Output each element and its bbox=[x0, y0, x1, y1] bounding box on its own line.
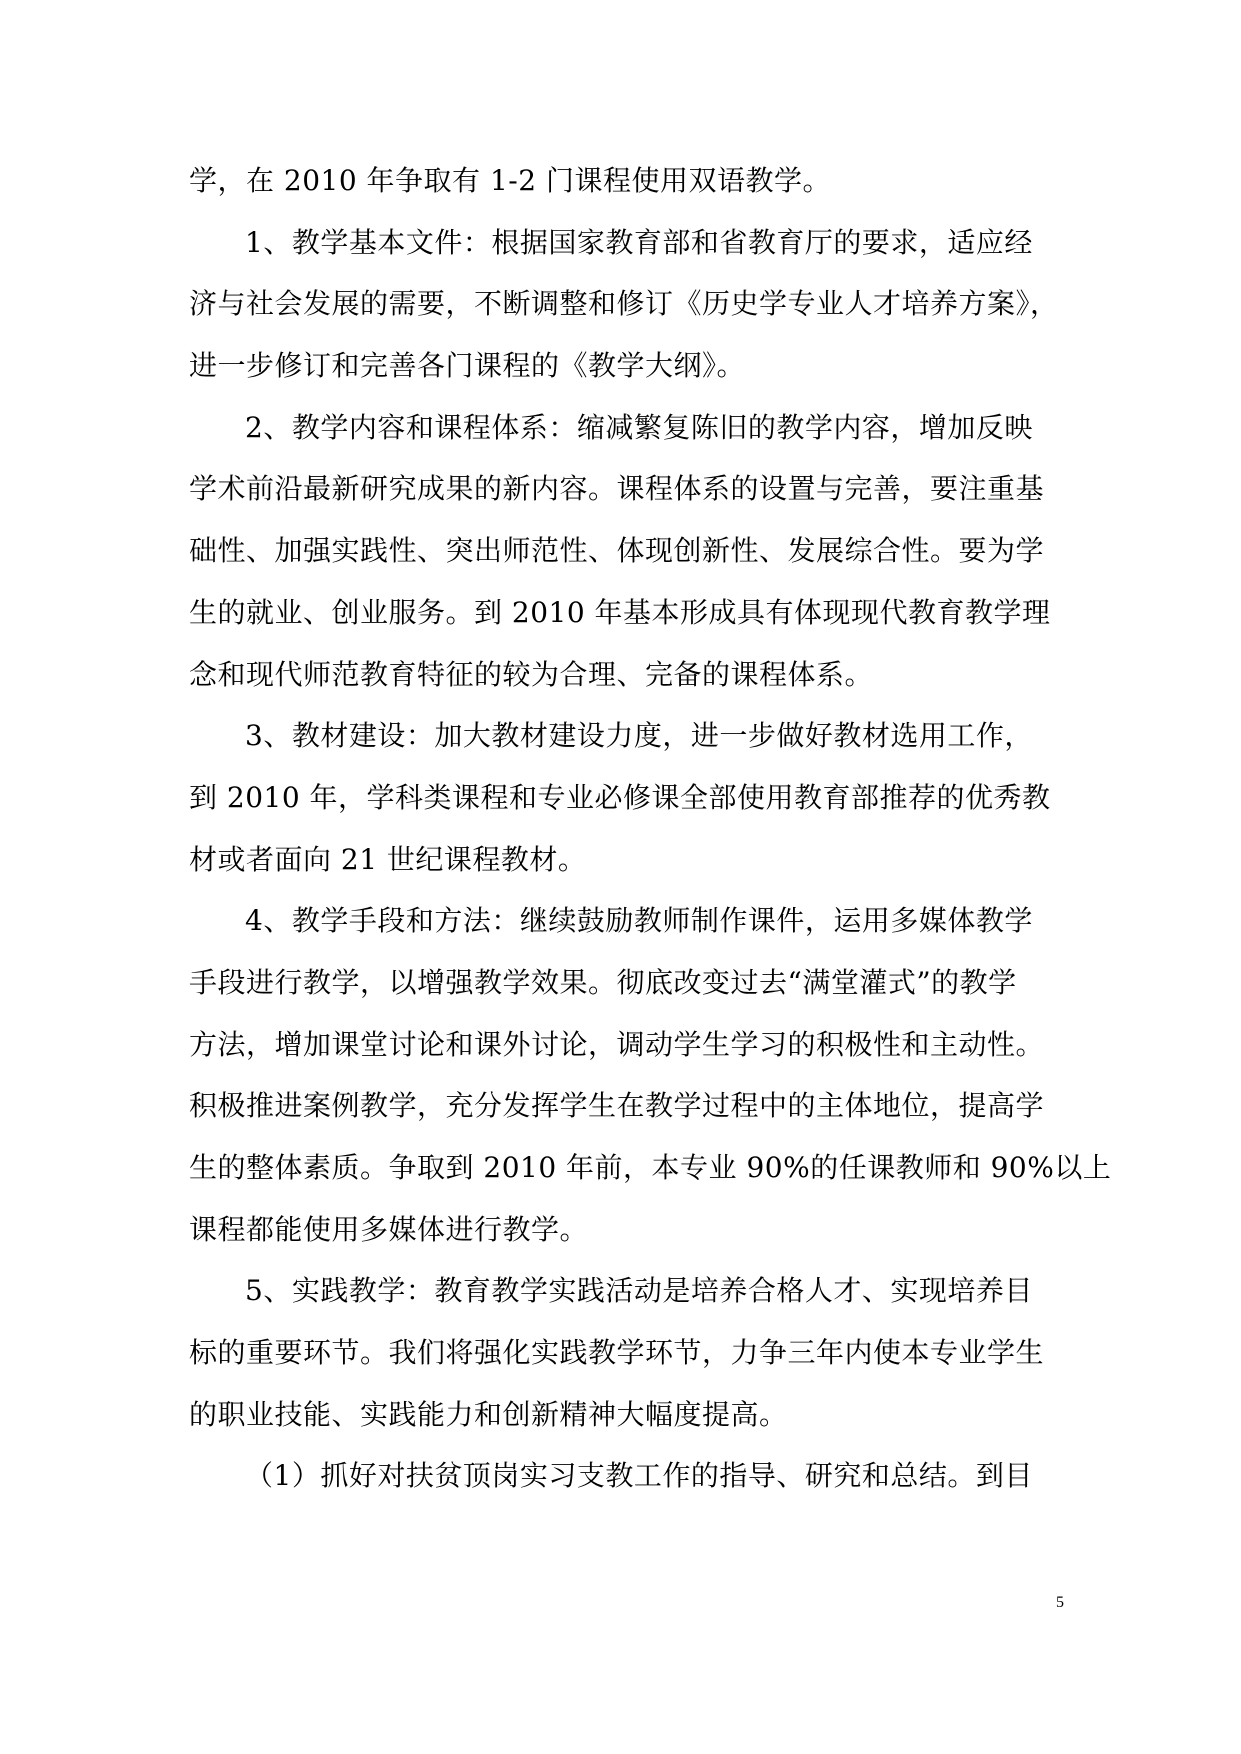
text-line: 到 2010 年，学科类课程和专业必修课全部使用教育部推荐的优秀教 bbox=[189, 780, 1051, 814]
text-line: 学术前沿最新研究成果的新内容。课程体系的设置与完善，要注重基 bbox=[189, 472, 1045, 506]
text-line: （1）抓好对扶贫顶岗实习支教工作的指导、研究和总结。到目 bbox=[245, 1459, 1033, 1493]
text-line: 进一步修订和完善各门课程的《教学大纲》。 bbox=[189, 349, 746, 383]
text-line: 标的重要环节。我们将强化实践教学环节，力争三年内使本专业学生 bbox=[189, 1336, 1045, 1370]
text-line: 生的就业、创业服务。到 2010 年基本形成具有体现现代教育教学理 bbox=[189, 595, 1051, 629]
text-line: 济与社会发展的需要，不断调整和修订《历史学专业人才培养方案》， bbox=[189, 287, 1059, 321]
body-text bbox=[189, 150, 1112, 1507]
text-line: 学，在 2010 年争取有 1-2 门课程使用双语教学。 bbox=[189, 164, 831, 197]
text-line: 生的整体素质。争取到 2010 年前，本专业 90%的任课教师和 90%以上 bbox=[189, 1151, 1112, 1184]
text-line: 2、教学内容和课程体系：缩减繁复陈旧的教学内容，增加反映 bbox=[245, 410, 1033, 444]
text-line: 的职业技能、实践能力和创新精神大幅度提高。 bbox=[189, 1397, 788, 1431]
document-body bbox=[189, 150, 1112, 1507]
text-line: 念和现代师范教育特征的较为合理、完备的课程体系。 bbox=[189, 657, 874, 691]
text-line: 课程都能使用多媒体进行教学。 bbox=[189, 1212, 589, 1246]
text-line: 础性、加强实践性、突出师范性、体现创新性、发展综合性。要为学 bbox=[189, 534, 1045, 568]
text-line: 材或者面向 21 世纪课程教材。 bbox=[189, 842, 587, 876]
text-line: 积极推进案例教学，充分发挥学生在教学过程中的主体地位，提高学 bbox=[189, 1089, 1045, 1123]
text-line: 1、教学基本文件：根据国家教育部和省教育厅的要求，适应经 bbox=[245, 225, 1033, 259]
text-line: 手段进行教学，以增强教学效果。彻底改变过去“满堂灌式”的教学 bbox=[189, 965, 1017, 999]
text-line: 3、教材建设：加大教材建设力度，进一步做好教材选用工作， bbox=[245, 719, 1033, 753]
text-line: 方法，增加课堂讨论和课外讨论，调动学生学习的积极性和主动性。 bbox=[189, 1027, 1045, 1061]
text-line: 4、教学手段和方法：继续鼓励教师制作课件，运用多媒体教学 bbox=[245, 904, 1033, 938]
page-number: 5 bbox=[1056, 1594, 1064, 1611]
text-line: 5、实践教学：教育教学实践活动是培养合格人才、实现培养目 bbox=[245, 1274, 1033, 1308]
